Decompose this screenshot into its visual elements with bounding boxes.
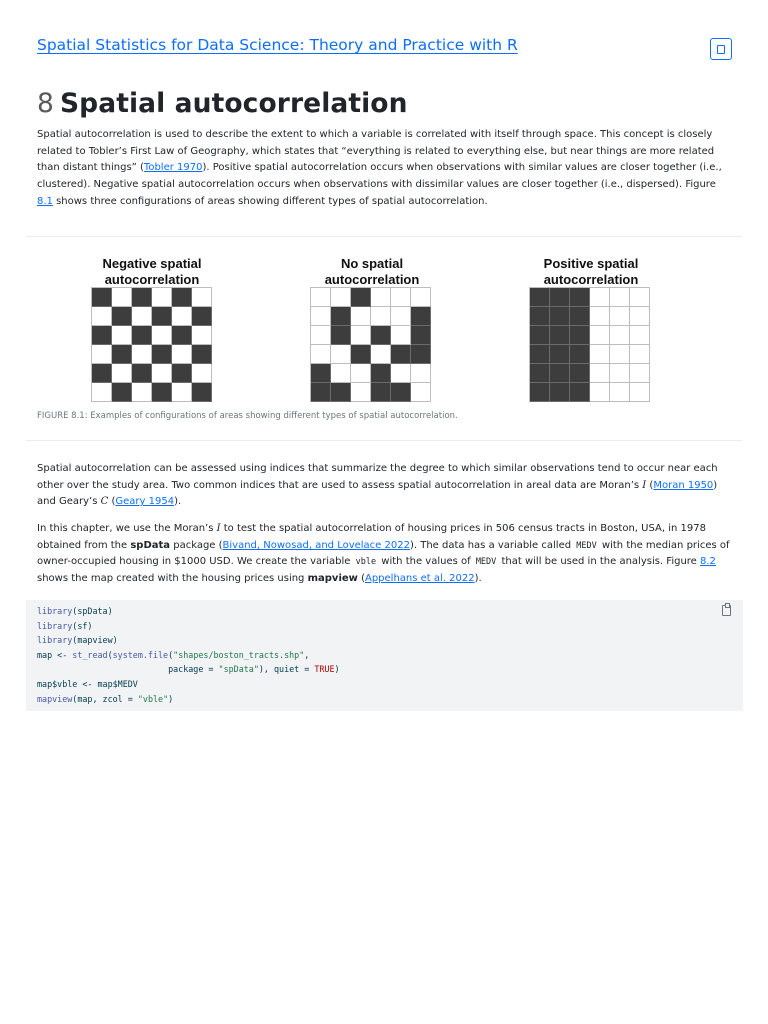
divider (26, 440, 742, 441)
grid-cell (530, 364, 550, 383)
grid-cell (570, 307, 590, 326)
grid-cell (610, 383, 630, 402)
grid-cell (172, 364, 192, 383)
grid-cell (371, 364, 391, 383)
grid-cell (152, 288, 172, 307)
grid-cell (192, 345, 212, 364)
grid-cell (92, 288, 112, 307)
grid-cell (351, 364, 371, 383)
grid-cell (610, 307, 630, 326)
intro-paragraph: Spatial autocorrelation is used to describe the extent to which a variable is correlated with itself through space. This concept is closely related to Tobler’s First Law of Geography, which states that “everything is related to everything else, but near things are more related than distant things” (Tobler 1970). Positive spatial autocorrelation occurs when observations with similar values are closer together (i.e., clustered). Negative spatial autocorrelation occurs when observations with dissimilar values are closer together (i.e., dispersed). Figure 8.1 shows three configurations of areas showing different types of spatial autocorrelation. (37, 129, 722, 207)
figure-8-1 (88, 250, 700, 402)
divider (26, 236, 742, 237)
grid-cell (351, 307, 371, 326)
grid-cell (371, 288, 391, 307)
indices-paragraph: Spatial autocorrelation can be assessed using indices that summarize the degree to which similar observations tend to occur near each other over the study area. Two common indices that are used to assess spatial autocorrelation in areal data are Moran’s I (Moran 1950) and Geary’s C (Geary 1954). (37, 463, 718, 508)
grid-cell (630, 364, 650, 383)
grid-cell (132, 364, 152, 383)
panel-title-negative: Negative spatial autocorrelation (102, 256, 202, 287)
grid-cell (351, 345, 371, 364)
grid-cell (391, 326, 411, 345)
grid-cell (92, 383, 112, 402)
chapter-number: 8 (37, 88, 54, 119)
citation-link-bivand[interactable]: Bivand, Nowosad, and Lovelace 2022 (222, 539, 410, 551)
sidebar-toggle-icon (717, 45, 725, 54)
grid-cell (570, 383, 590, 402)
grid-cell (351, 288, 371, 307)
clipboard-icon[interactable] (722, 605, 731, 616)
grid-cell (610, 364, 630, 383)
grid-cell (371, 383, 391, 402)
grid-cell (590, 288, 610, 307)
grid-cell (311, 288, 331, 307)
grid-cell (590, 364, 610, 383)
grid-cell (351, 326, 371, 345)
grid-cell (530, 307, 550, 326)
grid-cell (132, 383, 152, 402)
grid-cell (550, 364, 570, 383)
panel-title-positive: Positive spatial autocorrelation (543, 256, 639, 287)
grid-cell (550, 307, 570, 326)
chapter-title-text: Spatial autocorrelation (59, 88, 408, 119)
grid-cell (411, 288, 431, 307)
sidebar-toggle-button[interactable] (710, 38, 732, 60)
grid-cell (92, 307, 112, 326)
grid-cell (112, 326, 132, 345)
grid-cell (371, 307, 391, 326)
grid-cell (92, 326, 112, 345)
grid-cell (152, 307, 172, 326)
figure-ref-link[interactable]: 8.1 (37, 195, 53, 207)
grid-cell (550, 288, 570, 307)
grid-cell (411, 345, 431, 364)
grid-cell (550, 326, 570, 345)
grid-cell (192, 288, 212, 307)
grid-cell (152, 326, 172, 345)
grid-negative (91, 287, 212, 402)
grid-cell (590, 383, 610, 402)
grid-cell (570, 326, 590, 345)
grid-cell (570, 288, 590, 307)
grid-cell (331, 383, 351, 402)
grid-cell (172, 307, 192, 326)
grid-cell (172, 288, 192, 307)
grid-cell (192, 307, 212, 326)
grid-cell (590, 307, 610, 326)
grid-cell (411, 307, 431, 326)
grid-cell (331, 326, 351, 345)
grid-cell (610, 345, 630, 364)
grid-cell (371, 326, 391, 345)
grid-cell (630, 383, 650, 402)
grid-cell (411, 364, 431, 383)
citation-link-geary[interactable]: Geary 1954 (115, 496, 175, 508)
grid-cell (530, 383, 550, 402)
grid-cell (371, 345, 391, 364)
grid-cell (331, 345, 351, 364)
grid-positive (529, 287, 650, 402)
book-title-link[interactable]: Spatial Statistics for Data Science: Theory and Practice with R (37, 36, 518, 54)
grid-cell (570, 345, 590, 364)
grid-cell (331, 288, 351, 307)
grid-cell (630, 288, 650, 307)
grid-cell (112, 288, 132, 307)
grid-cell (172, 345, 192, 364)
grid-cell (550, 345, 570, 364)
grid-cell (172, 383, 192, 402)
code-block[interactable] (26, 600, 743, 711)
citation-link-appelhans[interactable]: Appelhans et al. 2022 (364, 573, 475, 585)
code-text[interactable]: library(spData) library(sf) library(mapview) map <- st_read(system.file("shapes/boston_tracts.shp", package = "spData"), quiet = TRUE) map$vble <- map$MEDV mapview(map, zcol = "vble") (37, 606, 340, 704)
grid-cell (530, 288, 550, 307)
grid-cell (331, 364, 351, 383)
grid-cell (351, 383, 371, 402)
grid-cell (92, 364, 112, 383)
grid-cell (172, 326, 192, 345)
citation-link-moran[interactable]: Moran 1950 (653, 479, 714, 491)
grid-cell (112, 345, 132, 364)
grid-cell (192, 364, 212, 383)
grid-cell (132, 307, 152, 326)
grid-cell (311, 345, 331, 364)
grid-cell (112, 307, 132, 326)
grid-cell (391, 383, 411, 402)
grid-cell (92, 345, 112, 364)
grid-cell (411, 383, 431, 402)
grid-cell (132, 345, 152, 364)
grid-cell (630, 307, 650, 326)
grid-cell (311, 383, 331, 402)
grid-cell (311, 307, 331, 326)
grid-cell (391, 364, 411, 383)
grid-cell (630, 345, 650, 364)
grid-cell (331, 307, 351, 326)
grid-cell (590, 326, 610, 345)
grid-cell (610, 288, 630, 307)
grid-cell (152, 345, 172, 364)
grid-cell (391, 345, 411, 364)
grid-cell (630, 326, 650, 345)
grid-cell (132, 326, 152, 345)
grid-cell (152, 383, 172, 402)
figure-caption: FIGURE 8.1: Examples of configurations of areas showing different types of spatial autocorrelation. (37, 411, 458, 421)
chapter-title (37, 88, 408, 119)
grid-cell (391, 307, 411, 326)
grid-cell (311, 326, 331, 345)
figure-ref-link[interactable]: 8.2 (700, 556, 716, 568)
grid-cell (550, 383, 570, 402)
grid-cell (152, 364, 172, 383)
grid-cell (311, 364, 331, 383)
grid-cell (570, 364, 590, 383)
grid-cell (610, 326, 630, 345)
grid-cell (112, 383, 132, 402)
grid-cell (192, 383, 212, 402)
grid-cell (192, 326, 212, 345)
grid-cell (590, 345, 610, 364)
grid-cell (132, 288, 152, 307)
grid-cell (112, 364, 132, 383)
grid-none (310, 287, 431, 402)
data-paragraph: In this chapter, we use the Moran’s I to test the spatial autocorrelation of housing prices in 506 census tracts in Boston, USA, in 1978 obtained from the spData package (Bivand, Nowosad, and Lovelace 2022). The data has a variable called MEDV with the median prices of owner-occupied housing in $1000 USD. We create the variable vble with the values of MEDV that will be used in the analysis. Figure 8.2 shows the map created with the housing prices using mapview (Appelhans et al. 2022). (37, 523, 730, 585)
grid-cell (530, 345, 550, 364)
grid-cell (411, 326, 431, 345)
grid-cell (391, 288, 411, 307)
panel-title-none: No spatial autocorrelation (324, 256, 420, 287)
citation-link-tobler[interactable]: Tobler 1970 (143, 162, 203, 174)
grid-cell (530, 326, 550, 345)
